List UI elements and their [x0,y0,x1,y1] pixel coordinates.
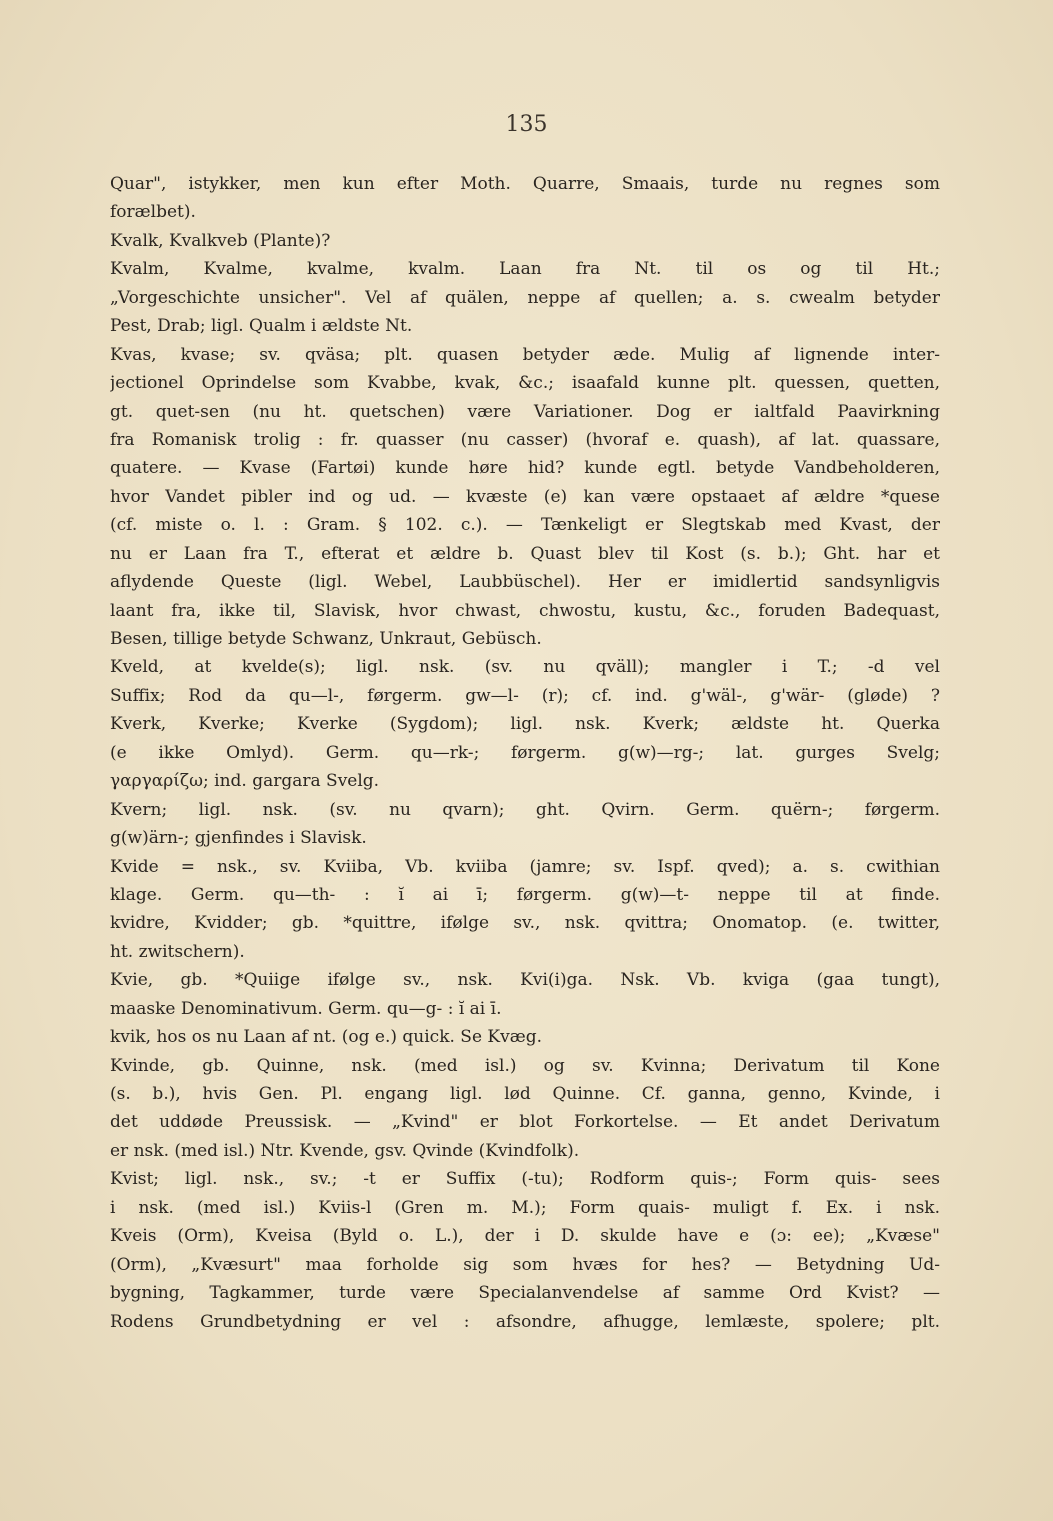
text-line: kvidre, Kvidder; gb. *quittre, ifølge sv., nsk. qvittra; Onomatop. (e. twitter, [110,913,940,934]
text-line: Kvie, gb. *Quiige ifølge sv., nsk. Kvi(i)ga. Nsk. Vb. kviga (gaa tungt), [110,970,940,991]
text-line: ht. zwitschern). [110,941,245,962]
text-line: Kvern; ligl. nsk. (sv. nu qvarn); ght. Qvirn. Germ. quërn-; førgerm. [110,799,940,820]
text-line: er nsk. (med isl.) Ntr. Kvende, gsv. Qvinde (Kvindfolk). [110,1140,580,1161]
text-line: gt. quet-sen (nu ht. quetschen) være Variationer. Dog er ialtfald Paavirkning [110,401,940,422]
text-line: γαργαρίζω; ind. gargara Svelg. [110,771,380,792]
text-line: det uddøde Preussisk. — „Kvind" er blot Forkortelse. — Et andet Derivatum [110,1112,940,1133]
text-line: nu er Laan fra T., efterat et ældre b. Quast blev til Kost (s. b.); Ght. har et [110,543,940,564]
text-line: Kverk, Kverke; Kverke (Sygdom); ligl. nsk. Kverk; ældste ht. Querka [110,714,940,735]
text-line: (cf. miste o. l. : Gram. § 102. c.). — Tænkeligt er Slegtskab med Kvast, der [110,515,940,536]
text-line: Kvas, kvase; sv. qväsa; plt. quasen betyder æde. Mulig af lignende inter- [110,344,940,365]
text-line: maaske Denominativum. Germ. qu—g- : ĭ ai ī. [110,998,502,1019]
text-line: „Vorgeschichte unsicher". Vel af quälen, neppe af quellen; a. s. cwealm betyder [110,287,940,308]
text-line: Kvide = nsk., sv. Kviiba, Vb. kviiba (jamre; sv. Ispf. qved); a. s. cwithian [110,856,940,877]
text-line: Kvalm, Kvalme, kvalme, kvalm. Laan fra Nt. til os og til Ht.; [110,259,940,280]
text-line: i nsk. (med isl.) Kviis-l (Gren m. M.); Form quais- muligt f. Ex. i nsk. [110,1197,940,1218]
text-line: Suffix; Rod da qu—l-, førgerm. gw—l- (r); cf. ind. g'wäl-, g'wär- (gløde) ? [110,685,940,706]
text-line: jectionel Oprindelse som Kvabbe, kvak, &c.; isaafald kunne plt. quessen, quetten, [110,373,940,394]
dictionary-text [110,170,940,1336]
text-line: (s. b.), hvis Gen. Pl. engang ligl. lød Quinne. Cf. ganna, genno, Kvinde, i [110,1084,940,1104]
text-line: Kvalk, Kvalkveb (Plante)? [110,230,331,251]
text-line: Pest, Drab; ligl. Qualm i ældste Nt. [110,316,413,337]
text-line: fra Romanisk trolig : fr. quasser (nu casser) (hvoraf e. quash), af lat. quassare, [110,429,940,450]
text-line: bygning, Tagkammer, turde være Specialanvendelse af samme Ord Kvist? — [110,1283,940,1304]
text-line: kvik, hos os nu Laan af nt. (og e.) quick. Se Kvæg. [110,1027,542,1048]
text-line: hvor Vandet pibler ind og ud. — kvæste (e) kan være opstaaet af ældre *quese [110,486,940,507]
text-line: laant fra, ikke til, Slavisk, hvor chwast, chwostu, kustu, &c., foruden Badequast, [110,600,940,621]
text-line: Quar", istykker, men kun efter Moth. Quarre, Smaais, turde nu regnes som [110,174,940,194]
page-number: 135 [505,112,548,137]
text-line: Kvinde, gb. Quinne, nsk. (med isl.) og sv. Kvinna; Derivatum til Kone [110,1055,940,1076]
text-line: Rodens Grundbetydning er vel : afsondre, afhugge, lemlæste, spolere; plt. [110,1311,940,1332]
text-line: Besen, tillige betyde Schwanz, Unkraut, Gebüsch. [110,629,542,649]
text-line: quatere. — Kvase (Fartøi) kunde høre hid? kunde egtl. betyde Vandbeholderen, [110,458,940,479]
text-line: Kveis (Orm), Kveisa (Byld o. L.), der i D. skulde have e (ɔ: ee); „Kvæse" [110,1226,940,1247]
text-line: g(w)ärn-; gjenfindes i Slavisk. [110,828,367,849]
text-line: klage. Germ. qu—th- : ĭ ai ī; førgerm. g(w)—t- neppe til at finde. [110,884,940,905]
text-line: forælbet). [110,202,196,223]
text-line: (Orm), „Kvæsurt" maa forholde sig som hvæs for hes? — Betydning Ud- [110,1254,940,1275]
text-line: Kvist; ligl. nsk., sv.; -t er Suffix (-tu); Rodform quis-; Form quis- sees [110,1169,940,1190]
text-line: Kveld, at kvelde(s); ligl. nsk. (sv. nu qväll); mangler i T.; -d vel [110,657,940,678]
text-line: (e ikke Omlyd). Germ. qu—rk-; førgerm. g(w)—rg-; lat. gurges Svelg; [110,742,940,763]
text-line: aflydende Queste (ligl. Webel, Laubbüschel). Her er imidlertid sandsynligvis [110,572,940,593]
